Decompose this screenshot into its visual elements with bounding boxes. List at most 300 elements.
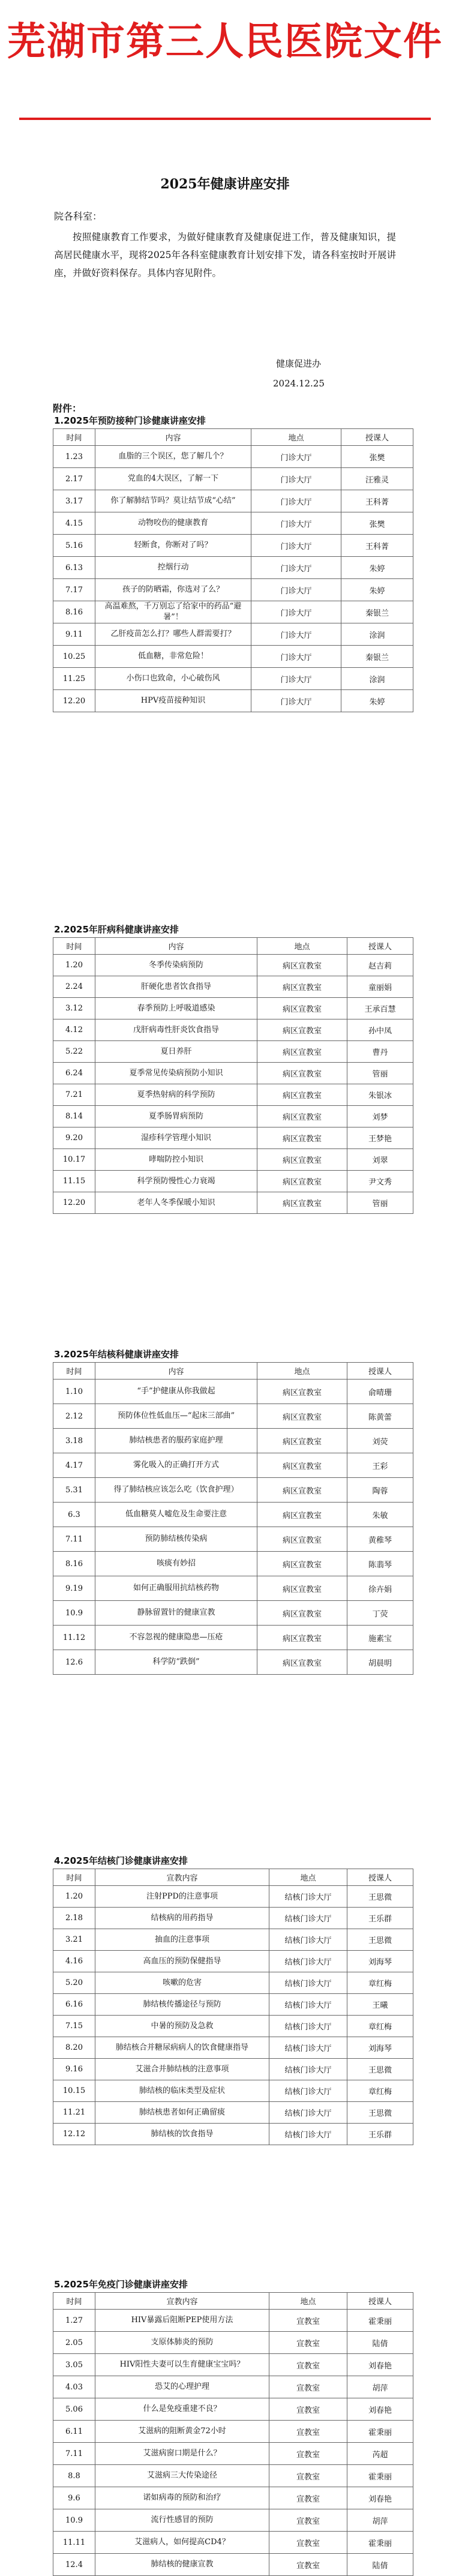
table-row	[53, 490, 413, 512]
cell-date: 4.12	[53, 1019, 95, 1041]
cell-date: 7.15	[53, 2016, 95, 2037]
cell-location: 病区宣教室	[257, 1503, 347, 1527]
table-header-row	[53, 429, 413, 446]
cell-location: 门诊大厅	[251, 557, 341, 579]
cell-location: 结核门诊大厅	[269, 1886, 347, 1908]
cell-lecturer: 管丽	[347, 1192, 413, 1214]
section-title: 1.2025年预防接种门诊健康讲座安排	[54, 415, 206, 426]
cell-topic: 如何正确服用抗结核药物	[95, 1576, 257, 1601]
cell-location: 病区宣教室	[257, 1453, 347, 1478]
cell-location: 结核门诊大厅	[269, 2016, 347, 2037]
cell-topic: 低血糖莫人嘘危及生命要注意	[95, 1503, 257, 1527]
cell-lecturer: 刘荧	[347, 1429, 413, 1453]
cell-lecturer: 王彩	[347, 1453, 413, 1478]
cell-lecturer: 朱银冰	[347, 1084, 413, 1106]
table-row	[53, 2398, 413, 2421]
table-row	[53, 1106, 413, 1127]
cell-location: 病区宣教室	[257, 998, 347, 1019]
cell-lecturer: 刘春艳	[347, 2398, 413, 2421]
header-lecturer: 授课人	[347, 1363, 413, 1380]
cell-lecturer: 秦银兰	[341, 601, 413, 623]
schedule-section-4	[53, 1853, 413, 2145]
table-header-row	[53, 1363, 413, 1380]
cell-lecturer: 霍秉丽	[347, 2310, 413, 2332]
table-row	[53, 1404, 413, 1429]
cell-location: 结核门诊大厅	[269, 1951, 347, 1972]
cell-topic: 肺结核的健康宣教	[95, 2554, 269, 2576]
table-row	[53, 2016, 413, 2037]
cell-topic: 得了肺结核应该怎么吃（饮食护理）	[95, 1478, 257, 1503]
cell-location: 宣教室	[269, 2332, 347, 2354]
table-row	[53, 446, 413, 468]
cell-lecturer: 俞晴珊	[347, 1380, 413, 1404]
cell-date: 1.10	[53, 1380, 95, 1404]
cell-location: 门诊大厅	[251, 646, 341, 668]
table-row	[53, 1041, 413, 1063]
cell-date: 12.20	[53, 1192, 95, 1214]
cell-lecturer: 童丽娟	[347, 976, 413, 998]
document-title: 2025年健康讲座安排	[160, 176, 290, 192]
section-title: 3.2025年结核科健康讲座安排	[54, 1349, 179, 1360]
cell-date: 2.18	[53, 1908, 95, 1929]
cell-topic: 注射PPD的注意事项	[95, 1886, 269, 1908]
cell-lecturer: 刘海琴	[347, 2037, 413, 2059]
cell-topic: 预防体位性低血压—“起床三部曲”	[95, 1404, 257, 1429]
table-row	[53, 1601, 413, 1626]
cell-topic: 结核病的用药指导	[95, 1908, 269, 1929]
cell-lecturer: 丁荧	[347, 1601, 413, 1626]
cell-lecturer: 霍秉丽	[347, 2532, 413, 2554]
cell-topic: HIV暴露后阻断PEP使用方法	[95, 2310, 269, 2332]
table-row	[53, 2080, 413, 2102]
cell-location: 门诊大厅	[251, 601, 341, 623]
cell-lecturer: 涂润	[341, 668, 413, 690]
table-row	[53, 468, 413, 490]
cell-topic: 戊肝病毒性肝炎饮食指导	[95, 1019, 257, 1041]
cell-location: 病区宣教室	[257, 1404, 347, 1429]
cell-lecturer: 涂润	[341, 623, 413, 646]
table-row	[53, 1063, 413, 1084]
cell-location: 门诊大厅	[251, 579, 341, 601]
schedule-section-3	[53, 1347, 413, 1675]
cell-location: 病区宣教室	[257, 1478, 347, 1503]
cell-date: 3.18	[53, 1429, 95, 1453]
cell-location: 病区宣教室	[257, 1084, 347, 1106]
cell-location: 病区宣教室	[257, 1127, 347, 1149]
table-row	[53, 1380, 413, 1404]
cell-lecturer: 陈黄蕾	[347, 1404, 413, 1429]
table-row	[53, 2421, 413, 2443]
cell-lecturer: 陶蓉	[347, 1478, 413, 1503]
cell-topic: 轻断食，你断对了吗？	[95, 535, 251, 557]
header-content: 内容	[95, 938, 257, 955]
cell-lecturer: 王科菁	[341, 535, 413, 557]
cell-topic: 春季预防上呼吸道感染	[95, 998, 257, 1019]
cell-lecturer: 王乐群	[347, 1908, 413, 1929]
table-header-row	[53, 1869, 413, 1886]
cell-topic: 高血压的预防保健指导	[95, 1951, 269, 1972]
table-row	[53, 2332, 413, 2354]
cell-topic: 肺结核的临床类型及症状	[95, 2080, 269, 2102]
cell-topic: 夏季肠胃病预防	[95, 1106, 257, 1127]
cell-location: 门诊大厅	[251, 490, 341, 512]
cell-location: 门诊大厅	[251, 512, 341, 535]
cell-location: 病区宣教室	[257, 1192, 347, 1214]
cell-location: 门诊大厅	[251, 535, 341, 557]
table-row	[53, 2059, 413, 2080]
cell-topic: 肺结核传播途径与预防	[95, 1994, 269, 2016]
header-location: 地点	[269, 2293, 347, 2310]
cell-location: 宣教室	[269, 2465, 347, 2487]
cell-topic: 夏日养肝	[95, 1041, 257, 1063]
table-row	[53, 2443, 413, 2465]
header-lecturer: 授课人	[341, 429, 413, 446]
cell-topic: HIV阳性夫妻可以生育健康宝宝吗？	[95, 2354, 269, 2376]
cell-date: 2.17	[53, 468, 95, 490]
cell-topic: 湿疹科学管理小知识	[95, 1127, 257, 1149]
cell-topic: 党血的4大误区，了解一下	[95, 468, 251, 490]
section-title: 5.2025年免疫门诊健康讲座安排	[54, 2279, 188, 2290]
cell-date: 5.16	[53, 535, 95, 557]
cell-location: 病区宣教室	[257, 1601, 347, 1626]
cell-lecturer: 刘翠	[347, 1149, 413, 1171]
cell-topic: 肝硬化患者饮食指导	[95, 976, 257, 998]
table-row	[53, 2532, 413, 2554]
table-row	[53, 1429, 413, 1453]
cell-topic: 乙肝疫苗怎么打？哪些人群需要打？	[95, 623, 251, 646]
table-row	[53, 1576, 413, 1601]
cell-location: 病区宣教室	[257, 1019, 347, 1041]
cell-date: 5.22	[53, 1041, 95, 1063]
cell-lecturer: 王乐群	[347, 2124, 413, 2145]
cell-lecturer: 王思微	[347, 1929, 413, 1951]
cell-date: 11.25	[53, 668, 95, 690]
table-row	[53, 646, 413, 668]
cell-date: 10.9	[53, 1601, 95, 1626]
cell-topic: 肺结核的饮食指导	[95, 2124, 269, 2145]
table-row	[53, 1908, 413, 1929]
cell-location: 病区宣教室	[257, 1149, 347, 1171]
table-row	[53, 1994, 413, 2016]
cell-topic: 肺结核患者的服药家庭护理	[95, 1429, 257, 1453]
cell-lecturer: 朱婷	[341, 690, 413, 712]
cell-topic: 老年人冬季保暖小知识	[95, 1192, 257, 1214]
cell-location: 病区宣教室	[257, 1527, 347, 1552]
header-time: 时间	[53, 429, 95, 446]
table-row	[53, 557, 413, 579]
cell-location: 宣教室	[269, 2421, 347, 2443]
cell-topic: 小伤口也致命，小心破伤风	[95, 668, 251, 690]
cell-date: 8.14	[53, 1106, 95, 1127]
cell-location: 门诊大厅	[251, 690, 341, 712]
cell-location: 结核门诊大厅	[269, 2124, 347, 2145]
cell-topic: 你了解肺结节吗？莫让结节成“心结”	[95, 490, 251, 512]
cell-location: 病区宣教室	[257, 1650, 347, 1675]
cell-date: 1.20	[53, 1886, 95, 1908]
cell-date: 10.25	[53, 646, 95, 668]
cell-date: 3.17	[53, 490, 95, 512]
table-row	[53, 623, 413, 646]
cell-date: 10.15	[53, 2080, 95, 2102]
header-content: 宣教内容	[95, 2293, 269, 2310]
cell-date: 6.11	[53, 2421, 95, 2443]
table-row	[53, 1886, 413, 1908]
cell-location: 病区宣教室	[257, 1576, 347, 1601]
cell-date: 9.19	[53, 1576, 95, 1601]
cell-date: 8.16	[53, 1552, 95, 1576]
cell-location: 结核门诊大厅	[269, 1994, 347, 2016]
schedule-section-2	[53, 922, 413, 1214]
cell-topic: 静脉留置针的健康宣教	[95, 1601, 257, 1626]
cell-lecturer: 王承百慧	[347, 998, 413, 1019]
cell-lecturer: 刘梦	[347, 1106, 413, 1127]
header-content: 宣教内容	[95, 1869, 269, 1886]
issue-date: 2024.12.25	[273, 378, 325, 389]
table-row	[53, 2310, 413, 2332]
table-row	[53, 1478, 413, 1503]
cell-location: 结核门诊大厅	[269, 1972, 347, 1994]
header-location: 地点	[251, 429, 341, 446]
cell-topic: 艾滋病人，如何提高CD4？	[95, 2532, 269, 2554]
table-row	[53, 1650, 413, 1675]
cell-date: 1.20	[53, 955, 95, 976]
cell-location: 病区宣教室	[257, 1106, 347, 1127]
cell-lecturer: 王科菁	[341, 490, 413, 512]
cell-lecturer: 王曦	[347, 1994, 413, 2016]
cell-location: 宣教室	[269, 2443, 347, 2465]
cell-lecturer: 胡萍	[347, 2376, 413, 2398]
table-row	[53, 955, 413, 976]
cell-lecturer: 秦银兰	[341, 646, 413, 668]
cell-topic: 哮喘防控小知识	[95, 1149, 257, 1171]
cell-date: 7.17	[53, 579, 95, 601]
cell-date: 12.12	[53, 2124, 95, 2145]
header-time: 时间	[53, 1363, 95, 1380]
schedule-table	[53, 937, 413, 1214]
cell-date: 2.24	[53, 976, 95, 998]
cell-lecturer: 施素宝	[347, 1626, 413, 1650]
cell-location: 门诊大厅	[251, 668, 341, 690]
cell-lecturer: 胡萍	[347, 2509, 413, 2532]
cell-location: 病区宣教室	[257, 955, 347, 976]
header-title: 芜湖市第三人民医院文件	[7, 20, 443, 64]
cell-topic: 夏季热射病的科学预防	[95, 1084, 257, 1106]
cell-topic: 艾滋病窗口期是什么？	[95, 2443, 269, 2465]
cell-topic: 艾滋合并肺结核的注意事项	[95, 2059, 269, 2080]
table-row	[53, 512, 413, 535]
table-row	[53, 690, 413, 712]
cell-topic: HPV疫苗接种知识	[95, 690, 251, 712]
header-content: 内容	[95, 429, 251, 446]
cell-date: 8.8	[53, 2465, 95, 2487]
body-paragraph: 按照健康教育工作要求，为做好健康教育及健康促进工作，普及健康知识，提高居民健康水平，现将2025年各科室健康教育计划安排下发，请各科室按时开展讲座，并做好资料保存。具体内容见附件。	[54, 232, 396, 278]
cell-date: 9.6	[53, 2487, 95, 2509]
cell-lecturer: 刘春艳	[347, 2354, 413, 2376]
cell-date: 6.13	[53, 557, 95, 579]
header-time: 时间	[53, 2293, 95, 2310]
table-row	[53, 2487, 413, 2509]
table-row	[53, 1552, 413, 1576]
cell-lecturer: 芮超	[347, 2443, 413, 2465]
cell-lecturer: 陆倩	[347, 2554, 413, 2576]
cell-lecturer: 章红梅	[347, 1972, 413, 1994]
header-lecturer: 授课人	[347, 1869, 413, 1886]
cell-date: 2.12	[53, 1404, 95, 1429]
cell-lecturer: 刘春艳	[347, 2487, 413, 2509]
cell-lecturer: 王思微	[347, 2059, 413, 2080]
header-lecturer: 授课人	[347, 938, 413, 955]
table-row	[53, 1084, 413, 1106]
table-row	[53, 1453, 413, 1478]
cell-location: 病区宣教室	[257, 1626, 347, 1650]
cell-lecturer: 朱敏	[347, 1503, 413, 1527]
cell-topic: 肺结核患者如何正确留痰	[95, 2102, 269, 2124]
table-row	[53, 1192, 413, 1214]
cell-location: 门诊大厅	[251, 623, 341, 646]
cell-topic: 支原体肺炎的预防	[95, 2332, 269, 2354]
cell-location: 宣教室	[269, 2532, 347, 2554]
cell-topic: 雾化吸入的正确打开方式	[95, 1453, 257, 1478]
cell-topic: 高温难熬，千万别忘了给家中的药品“避暑”！	[95, 601, 251, 623]
cell-topic: 艾滋病的阻断黄金72小时	[95, 2421, 269, 2443]
table-row	[53, 2037, 413, 2059]
cell-date: 2.05	[53, 2332, 95, 2354]
cell-date: 10.9	[53, 2509, 95, 2532]
table-row	[53, 1929, 413, 1951]
cell-date: 8.16	[53, 601, 95, 623]
cell-date: 11.15	[53, 1171, 95, 1192]
table-row	[53, 1527, 413, 1552]
table-row	[53, 976, 413, 998]
cell-lecturer: 朱婷	[341, 579, 413, 601]
cell-date: 6.3	[53, 1503, 95, 1527]
cell-topic: 动物咬伤的健康教育	[95, 512, 251, 535]
cell-topic: 冬季传染病预防	[95, 955, 257, 976]
table-row	[53, 2102, 413, 2124]
cell-lecturer: 陈翡琴	[347, 1552, 413, 1576]
cell-location: 宣教室	[269, 2509, 347, 2532]
section-title: 4.2025年结核门诊健康讲座安排	[54, 1855, 188, 1866]
cell-topic: 咳嗽的危害	[95, 1972, 269, 1994]
cell-date: 9.20	[53, 1127, 95, 1149]
cell-location: 病区宣教室	[257, 976, 347, 998]
header-content: 内容	[95, 1363, 257, 1380]
cell-date: 5.20	[53, 1972, 95, 1994]
cell-topic: 咳痰有妙招	[95, 1552, 257, 1576]
cell-location: 结核门诊大厅	[269, 2059, 347, 2080]
cell-topic: 什么是免疫重建不良？	[95, 2398, 269, 2421]
cell-lecturer: 朱婷	[341, 557, 413, 579]
schedule-table	[53, 1869, 413, 2145]
cell-location: 宣教室	[269, 2554, 347, 2576]
schedule-table	[53, 428, 413, 712]
table-row	[53, 1972, 413, 1994]
cell-lecturer: 霍秉丽	[347, 2465, 413, 2487]
table-row	[53, 1127, 413, 1149]
cell-lecturer: 张樊	[341, 446, 413, 468]
cell-location: 门诊大厅	[251, 446, 341, 468]
table-row	[53, 1149, 413, 1171]
cell-location: 病区宣教室	[257, 1063, 347, 1084]
table-row	[53, 998, 413, 1019]
cell-date: 4.03	[53, 2376, 95, 2398]
cell-location: 门诊大厅	[251, 468, 341, 490]
document-header	[0, 11, 450, 66]
cell-location: 宣教室	[269, 2376, 347, 2398]
cell-date: 4.15	[53, 512, 95, 535]
cell-date: 7.11	[53, 1527, 95, 1552]
cell-location: 结核门诊大厅	[269, 2037, 347, 2059]
cell-location: 病区宣教室	[257, 1041, 347, 1063]
table-row	[53, 2465, 413, 2487]
section-title: 2.2025年肝病科健康讲座安排	[54, 924, 179, 935]
cell-topic: 抽血的注意事项	[95, 1929, 269, 1951]
red-divider	[19, 118, 431, 120]
cell-topic: 艾滋病三大传染途径	[95, 2465, 269, 2487]
cell-lecturer: 汪雅灵	[341, 468, 413, 490]
cell-date: 3.12	[53, 998, 95, 1019]
cell-lecturer: 胡晨明	[347, 1650, 413, 1675]
cell-location: 结核门诊大厅	[269, 1929, 347, 1951]
cell-topic: 孩子的防晒霜，你选对了么？	[95, 579, 251, 601]
table-row	[53, 2376, 413, 2398]
cell-lecturer: 黄稚琴	[347, 1527, 413, 1552]
attachment-label: 附件：	[53, 403, 82, 414]
cell-lecturer: 徐卉娟	[347, 1576, 413, 1601]
cell-topic: 科学防“跌倒”	[95, 1650, 257, 1675]
cell-date: 1.27	[53, 2310, 95, 2332]
table-row	[53, 1171, 413, 1192]
cell-date: 10.17	[53, 1149, 95, 1171]
cell-date: 1.23	[53, 446, 95, 468]
cell-topic: 恐艾的心理护理	[95, 2376, 269, 2398]
cell-lecturer: 刘海琴	[347, 1951, 413, 1972]
cell-topic: 预防肺结核传染病	[95, 1527, 257, 1552]
cell-topic: 控烟行动	[95, 557, 251, 579]
cell-date: 7.11	[53, 2443, 95, 2465]
cell-date: 12.6	[53, 1650, 95, 1675]
cell-date: 5.31	[53, 1478, 95, 1503]
cell-lecturer: 管丽	[347, 1063, 413, 1084]
cell-lecturer: 张樊	[341, 512, 413, 535]
cell-location: 病区宣教室	[257, 1171, 347, 1192]
cell-lecturer: 陆倩	[347, 2332, 413, 2354]
cell-lecturer: 王思微	[347, 2102, 413, 2124]
table-row	[53, 1503, 413, 1527]
cell-lecturer: 王思微	[347, 1886, 413, 1908]
cell-date: 4.17	[53, 1453, 95, 1478]
table-header-row	[53, 2293, 413, 2310]
cell-lecturer: 尹文秀	[347, 1171, 413, 1192]
cell-topic: 血脂的三个误区，您了解几个？	[95, 446, 251, 468]
cell-date: 4.16	[53, 1951, 95, 1972]
table-row	[53, 2554, 413, 2576]
cell-location: 病区宣教室	[257, 1380, 347, 1404]
cell-date: 9.16	[53, 2059, 95, 2080]
cell-location: 病区宣教室	[257, 1552, 347, 1576]
table-row	[53, 1951, 413, 1972]
table-row	[53, 2124, 413, 2145]
cell-date: 11.12	[53, 1626, 95, 1650]
header-location: 地点	[269, 1869, 347, 1886]
cell-date: 5.06	[53, 2398, 95, 2421]
cell-date: 6.16	[53, 1994, 95, 2016]
cell-date: 11.11	[53, 2532, 95, 2554]
cell-location: 宣教室	[269, 2487, 347, 2509]
cell-topic: 流行性感冒的预防	[95, 2509, 269, 2532]
header-location: 地点	[257, 1363, 347, 1380]
schedule-section-5	[53, 2277, 413, 2576]
